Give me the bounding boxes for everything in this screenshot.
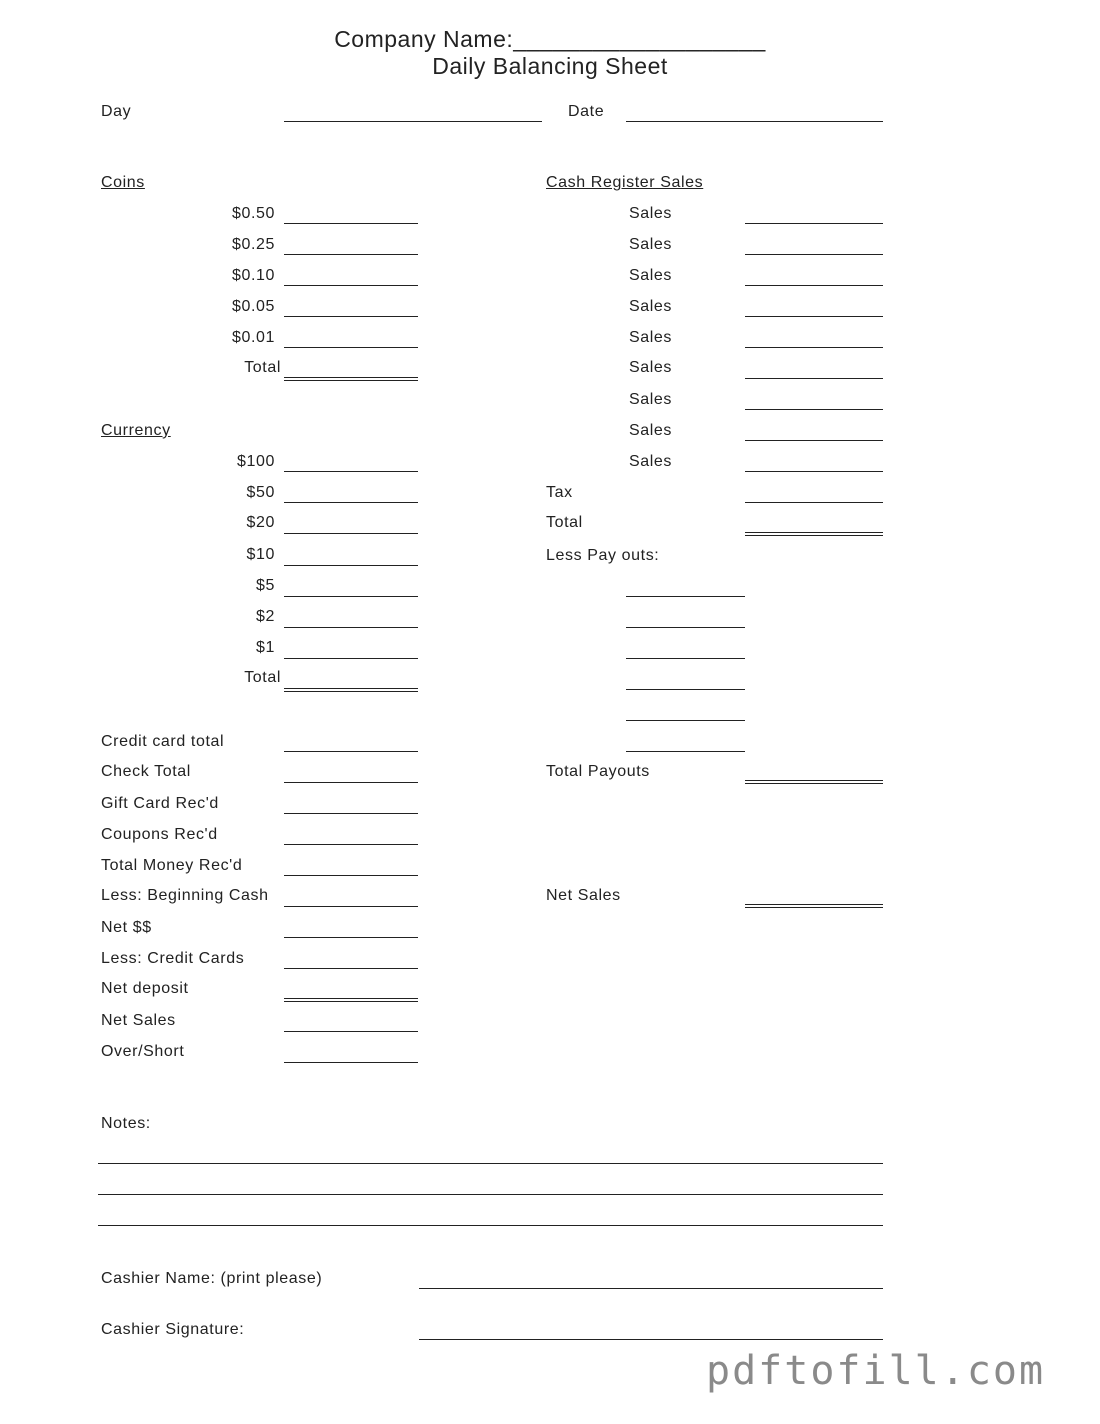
currency-field-100[interactable] xyxy=(284,471,418,472)
currency-field-10[interactable] xyxy=(284,565,418,566)
credit-card-total-label: Credit card total xyxy=(101,733,225,750)
cashier-signature-field[interactable] xyxy=(419,1339,883,1340)
coin-label-001: $0.01 xyxy=(231,329,275,346)
credit-card-total-field[interactable] xyxy=(284,751,418,752)
net-sales-right-label: Net Sales xyxy=(546,887,621,904)
currency-heading: Currency xyxy=(101,422,171,439)
sales-label: Sales xyxy=(629,329,673,346)
coins-total-field[interactable] xyxy=(284,377,418,381)
beginning-cash-field[interactable] xyxy=(284,906,418,907)
page-title: Daily Balancing Sheet xyxy=(432,53,668,79)
payout-field[interactable] xyxy=(626,751,745,752)
watermark: pdftofill.com xyxy=(706,1348,1046,1394)
currency-total-label: Total xyxy=(244,669,281,686)
register-total-field[interactable] xyxy=(745,532,883,536)
day-field[interactable] xyxy=(284,121,542,122)
currency-label-5: $5 xyxy=(256,577,275,594)
check-total-label: Check Total xyxy=(101,763,191,780)
sales-label: Sales xyxy=(629,359,673,376)
less-payouts-label: Less Pay outs: xyxy=(546,547,660,564)
cashier-name-label: Cashier Name: (print please) xyxy=(101,1270,323,1287)
sales-label: Sales xyxy=(629,422,673,439)
net-deposit-field[interactable] xyxy=(284,998,418,1002)
beginning-cash-label: Less: Beginning Cash xyxy=(101,887,269,904)
less-credit-cards-field[interactable] xyxy=(284,968,418,969)
coin-field-001[interactable] xyxy=(284,347,418,348)
payout-field[interactable] xyxy=(626,627,745,628)
sales-field[interactable] xyxy=(745,254,883,255)
gift-card-field[interactable] xyxy=(284,813,418,814)
currency-field-2[interactable] xyxy=(284,627,418,628)
sales-field[interactable] xyxy=(745,409,883,410)
payout-field[interactable] xyxy=(626,689,745,690)
sales-field[interactable] xyxy=(745,378,883,379)
sales-label: Sales xyxy=(629,391,673,408)
day-label: Day xyxy=(101,103,132,120)
payout-field[interactable] xyxy=(626,658,745,659)
sales-field[interactable] xyxy=(745,285,883,286)
payout-field[interactable] xyxy=(626,720,745,721)
currency-field-20[interactable] xyxy=(284,533,418,534)
tax-label: Tax xyxy=(546,484,573,501)
currency-label-20: $20 xyxy=(246,514,275,531)
sales-label: Sales xyxy=(629,236,673,253)
net-sales-field[interactable] xyxy=(284,1031,418,1032)
currency-label-10: $10 xyxy=(246,546,275,563)
over-short-label: Over/Short xyxy=(101,1043,185,1060)
gift-card-label: Gift Card Rec'd xyxy=(101,795,219,812)
currency-total-field[interactable] xyxy=(284,688,418,692)
currency-label-1: $1 xyxy=(256,639,275,656)
net-sales-label: Net Sales xyxy=(101,1012,176,1029)
company-name-label: Company Name:___________________ xyxy=(334,26,766,52)
coupons-field[interactable] xyxy=(284,844,418,845)
sales-field[interactable] xyxy=(745,347,883,348)
coin-field-010[interactable] xyxy=(284,285,418,286)
coin-label-010: $0.10 xyxy=(231,267,275,284)
cashier-name-field[interactable] xyxy=(419,1288,883,1289)
coin-label-005: $0.05 xyxy=(231,298,275,315)
currency-label-50: $50 xyxy=(246,484,275,501)
tax-field[interactable] xyxy=(745,502,883,503)
net-dollars-field[interactable] xyxy=(284,937,418,938)
sales-field[interactable] xyxy=(745,316,883,317)
date-field[interactable] xyxy=(626,121,883,122)
coin-field-025[interactable] xyxy=(284,254,418,255)
sales-label: Sales xyxy=(629,267,673,284)
sales-field[interactable] xyxy=(745,223,883,224)
coin-label-025: $0.25 xyxy=(231,236,275,253)
coin-field-050[interactable] xyxy=(284,223,418,224)
payout-field[interactable] xyxy=(626,596,745,597)
total-money-field[interactable] xyxy=(284,875,418,876)
check-total-field[interactable] xyxy=(284,782,418,783)
currency-field-1[interactable] xyxy=(284,658,418,659)
notes-line[interactable] xyxy=(98,1163,883,1164)
net-dollars-label: Net $$ xyxy=(101,919,152,936)
currency-field-5[interactable] xyxy=(284,596,418,597)
notes-line[interactable] xyxy=(98,1194,883,1195)
cash-register-heading: Cash Register Sales xyxy=(546,174,704,191)
sales-label: Sales xyxy=(629,298,673,315)
coin-field-005[interactable] xyxy=(284,316,418,317)
sales-field[interactable] xyxy=(745,471,883,472)
less-credit-cards-label: Less: Credit Cards xyxy=(101,950,245,967)
total-money-label: Total Money Rec'd xyxy=(101,857,243,874)
currency-field-50[interactable] xyxy=(284,502,418,503)
cashier-signature-label: Cashier Signature: xyxy=(101,1321,245,1338)
date-label: Date xyxy=(568,103,605,120)
total-payouts-label: Total Payouts xyxy=(546,763,650,780)
sales-label: Sales xyxy=(629,205,673,222)
notes-line[interactable] xyxy=(98,1225,883,1226)
net-sales-right-field[interactable] xyxy=(745,904,883,908)
coins-heading: Coins xyxy=(101,174,145,191)
notes-label: Notes: xyxy=(101,1115,151,1132)
currency-label-2: $2 xyxy=(256,608,275,625)
currency-label-100: $100 xyxy=(237,453,275,470)
coupons-label: Coupons Rec'd xyxy=(101,826,218,843)
sales-field[interactable] xyxy=(745,440,883,441)
total-payouts-field[interactable] xyxy=(745,780,883,784)
net-deposit-label: Net deposit xyxy=(101,980,189,997)
over-short-field[interactable] xyxy=(284,1062,418,1063)
sales-label: Sales xyxy=(629,453,673,470)
coins-total-label: Total xyxy=(244,359,281,376)
register-total-label: Total xyxy=(546,514,583,531)
coin-label-050: $0.50 xyxy=(231,205,275,222)
